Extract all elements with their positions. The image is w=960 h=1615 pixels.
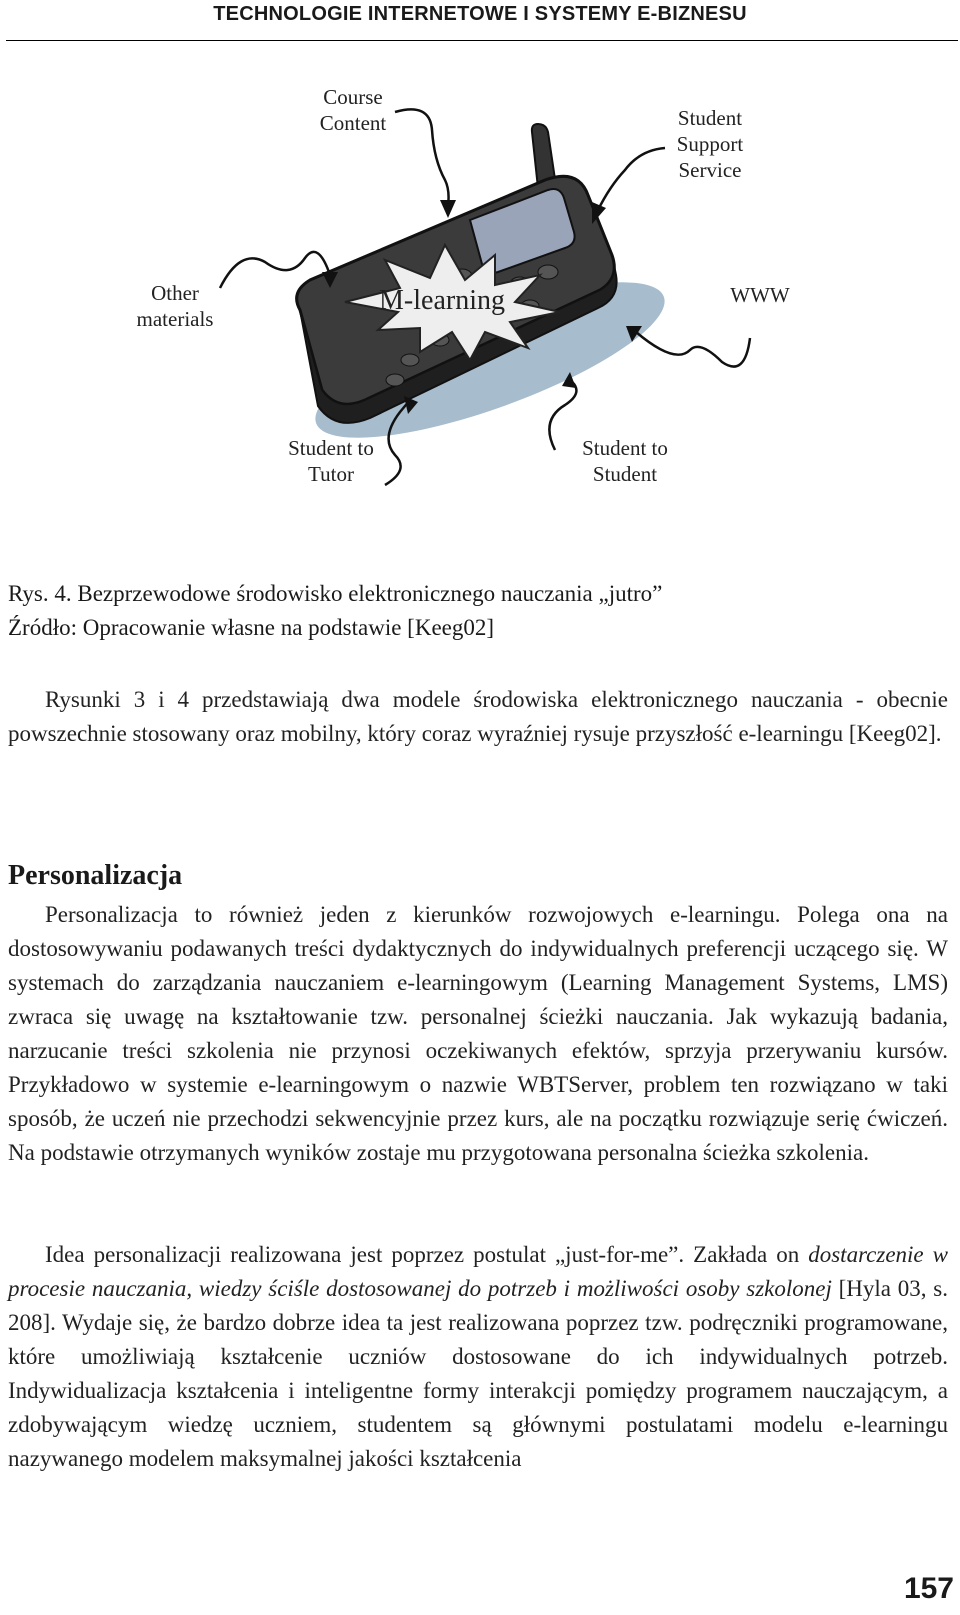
phone-illustration (0, 40, 960, 510)
label-m-learning: M-learning (379, 285, 505, 316)
label-student-to-tutor: Student to Tutor (288, 436, 374, 486)
running-header (0, 0, 960, 40)
label-student-support-service: Student Support Service (676, 106, 744, 182)
paragraph-just-for-me-start: Idea personalizacji realizowana jest poprzez postulat „just-for-me”. Zakłada on (45, 1242, 809, 1267)
intro-paragraph-text: Rysunki 3 i 4 przedstawiają dwa modele środowiska elektronicznego nauczania - obecnie powszechnie stosowany oraz mobilny, który coraz wyraźniej rysuje przyszłość e-learningu [Keeg02]. (8, 687, 948, 746)
paragraph-just-for-me-italic: dostarczenie w procesie nauczania, wiedzy ściśle dostosowanej do potrzeb i możliwości osoby szkolonej (8, 1242, 948, 1301)
paragraph-personalization-text: Personalizacja to również jeden z kierunków rozwojowych e-learningu. Polega ona na dostosowywaniu podawanych treści dydaktycznych do indywidualnych preferencji uczącego się. W systemach do zarządzania nauczaniem e-learningowym (Learning Management Systems, LMS) zwraca się uwagę na kształtowanie tzw. personalnej ścieżki nauczania. Jak wykazują badania, narzucanie treści szkolenia nie przynosi oczekiwanych efektów, sprzyja przerywaniu kursów. Przykładowo w systemie e-learningowym o nazwie WBTServer, problem ten rozwiązano w taki sposób, że uczeń nie przechodzi sekwencyjnie przez kurs, ale na początku rozwiązuje serię ćwiczeń. Na podstawie otrzymanych wyników zostaje mu przygotowana personalna ścieżka szkolenia. (8, 902, 948, 1165)
intro-paragraph (8, 683, 948, 751)
figure-source: Źródło: Opracowanie własne na podstawie [Keeg02] (8, 615, 495, 640)
label-other-materials: Other materials (136, 281, 214, 331)
paragraph-just-for-me (8, 1238, 948, 1476)
page-number: 157 (903, 1572, 954, 1605)
paragraph-just-for-me-end: [Hyla 03, s. 208]. Wydaje się, że bardzo dobrze idea ta jest realizowana poprzez tzw. podręczniki programowane, które umożliwiają kształcenie uczniów dostosowane do ich indywidualnych potrzeb. Indywidualizacja kształcenia i inteligentne formy interakcji pomiędzy programem nauczającym, a zdobywającym wiedzę uczniem, studentem są głównymi postulatami modelu e-learningu nazywanego modelem maksymalnej jakości kształcenia (8, 1276, 949, 1471)
arrow-www (636, 332, 750, 367)
label-course-content: Course Content (319, 85, 387, 135)
section-heading: Personalizacja (8, 860, 183, 891)
paragraph-personalization (8, 898, 948, 1170)
label-www: WWW (730, 283, 790, 307)
m-learning-figure (0, 40, 960, 510)
arrow-student-support (598, 148, 665, 210)
running-title: TECHNOLOGIE INTERNETOWE I SYSTEMY E-BIZNESU (213, 3, 747, 25)
figure-caption: Rys. 4. Bezprzewodowe środowisko elektronicznego nauczania „jutro” (8, 581, 663, 606)
label-student-to-student: Student to Student (582, 436, 668, 486)
